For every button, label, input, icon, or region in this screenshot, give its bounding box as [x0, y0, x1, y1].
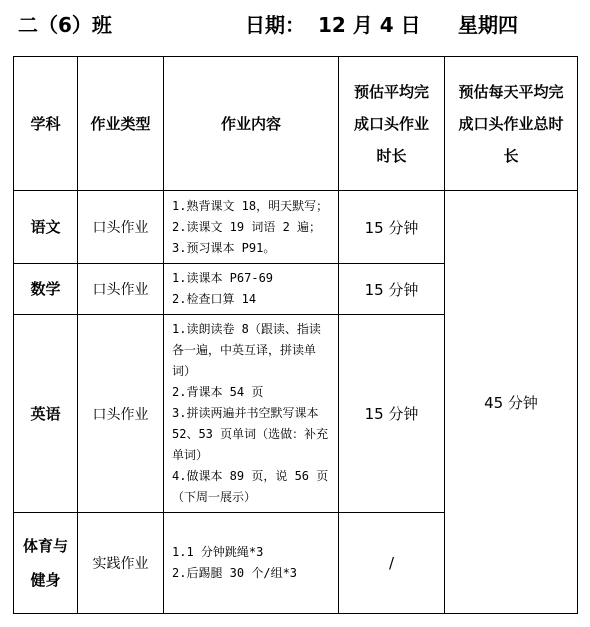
type-cell: 口头作业 — [78, 315, 164, 513]
content-item: 3.预习课本 P91。 — [172, 240, 276, 255]
content-item: 3.拼读两遍并书空默写课本 52、53 页单词（选做：补充单词） — [172, 406, 329, 462]
total-time-cell: 45 分钟 — [445, 191, 578, 614]
content-item: 2.读课文 19 词语 2 遍； — [172, 219, 322, 234]
content-item: 2.后踢腿 30 个/组*3 — [172, 566, 298, 580]
date-value: 12 月 4 日 — [318, 13, 421, 37]
type-cell: 口头作业 — [78, 191, 164, 264]
content-cell — [164, 315, 339, 513]
column-header-total-time: 预估每天平均完成口头作业总时长 — [445, 57, 578, 191]
content-cell — [164, 264, 339, 315]
type-cell: 口头作业 — [78, 264, 164, 315]
subject-cell: 数学 — [14, 264, 78, 315]
page-header — [0, 10, 590, 40]
content-item: 1.熟背课文 18，明天默写； — [172, 198, 329, 213]
time-cell: 15 分钟 — [339, 315, 445, 513]
time-cell: 15 分钟 — [339, 264, 445, 315]
subject-cell: 语文 — [14, 191, 78, 264]
column-header-content: 作业内容 — [164, 57, 339, 191]
column-header-subject: 学科 — [14, 57, 78, 191]
date-label: 日期： — [245, 13, 305, 37]
column-header-type: 作业类型 — [78, 57, 164, 191]
content-cell — [164, 513, 339, 614]
content-item: 1.1 分钟跳绳*3 — [172, 545, 264, 559]
column-header-avg-time: 预估平均完成口头作业时长 — [339, 57, 445, 191]
table-header-row — [14, 57, 578, 191]
subject-cell: 英语 — [14, 315, 78, 513]
weekday: 星期四 — [458, 13, 518, 37]
time-cell: 15 分钟 — [339, 191, 445, 264]
type-cell: 实践作业 — [78, 513, 164, 614]
content-item: 1.读朗读卷 8（跟读、指读各一遍，中英互译，拼读单词） — [172, 322, 321, 378]
content-cell — [164, 191, 339, 264]
table-row — [14, 191, 578, 264]
content-item: 2.检查口算 14 — [172, 292, 257, 306]
content-item: 1.读课本 P67-69 — [172, 271, 274, 285]
content-item: 2.背课本 54 页 — [172, 385, 264, 399]
homework-table — [13, 56, 578, 614]
content-item: 4.做课本 89 页，说 56 页（下周一展示） — [172, 469, 329, 504]
class-label: 二（6）班 — [18, 13, 112, 37]
subject-cell: 体育与健身 — [14, 513, 78, 614]
time-cell: / — [339, 513, 445, 614]
